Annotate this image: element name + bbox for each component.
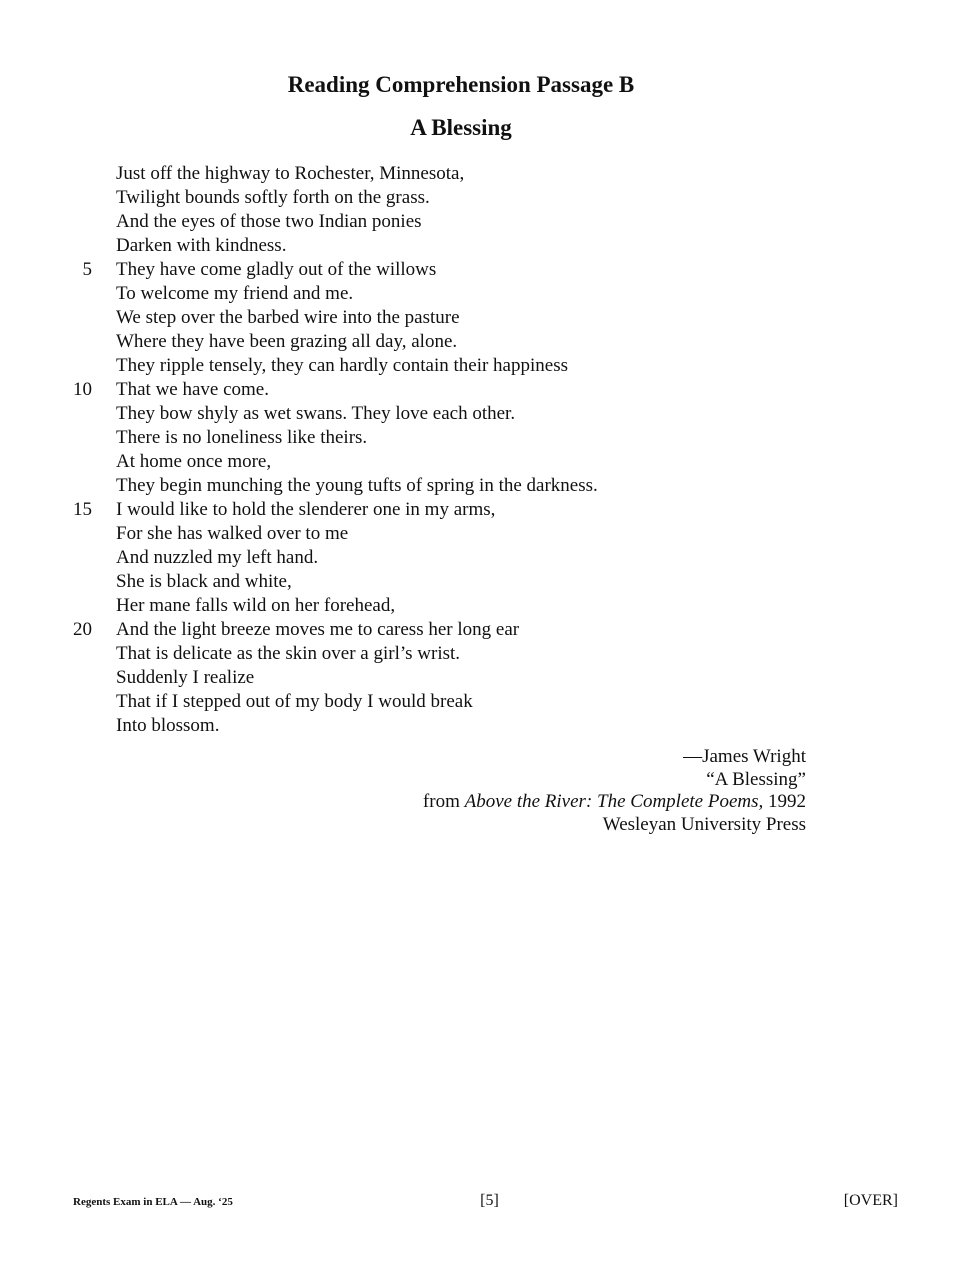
poem-line [0,282,979,306]
attribution-source [423,791,806,814]
line-text: Into blossom. [116,715,220,736]
poem-line [0,306,979,330]
page-footer [0,1192,979,1214]
line-text: Her mane falls wild on her forehead, [116,595,396,616]
line-text: There is no loneliness like theirs. [116,427,368,448]
poem-line [0,402,979,426]
line-text: Darken with kindness. [116,235,287,256]
attribution-publisher: Wesleyan University Press [602,813,806,835]
line-text: Just off the highway to Rochester, Minnesota, [116,163,465,184]
poem-line [0,330,979,354]
line-number: 5 [82,259,92,280]
poem-line [0,570,979,594]
line-text: Twilight bounds softly forth on the grass. [116,187,430,208]
poem-line [0,498,979,522]
poem-line [0,642,979,666]
poem-line [0,426,979,450]
attribution-author: —James Wright [683,746,806,767]
poem-line [0,618,979,642]
line-number: 20 [73,619,92,640]
poem-line [0,258,979,282]
line-text: And nuzzled my left hand. [116,547,319,568]
poem-line [0,378,979,402]
footer-page-number: [5] [480,1192,499,1209]
line-text: Suddenly I realize [116,667,255,688]
line-text: They bow shyly as wet swans. They love each other. [116,403,516,424]
poem-line [0,690,979,714]
poem-line [0,354,979,378]
line-text: That if I stepped out of my body I would break [116,691,473,712]
attribution [423,746,806,836]
attribution-source-year: 1992 [763,791,806,812]
line-number: 10 [73,379,92,400]
poem-line [0,714,979,738]
line-text: At home once more, [116,451,272,472]
poem-line [0,162,979,186]
poem-line [0,546,979,570]
poem-line [0,186,979,210]
line-text: She is black and white, [116,571,292,592]
poem-line [0,474,979,498]
line-text: That is delicate as the skin over a girl’s wrist. [116,643,461,664]
line-text: And the eyes of those two Indian ponies [116,211,422,232]
passage-heading: Reading Comprehension Passage B [287,72,635,97]
poem-body [0,162,979,738]
poem-line [0,210,979,234]
poem-line [0,594,979,618]
poem-line [0,666,979,690]
line-text: I would like to hold the slenderer one in my arms, [116,499,496,520]
attribution-source-prefix: from [422,791,465,812]
footer-over-label: [OVER] [843,1192,898,1209]
attribution-poem-title: “A Blessing” [706,768,806,790]
line-text: To welcome my friend and me. [116,283,354,304]
line-text: That we have come. [116,379,269,400]
poem-title: A Blessing [410,115,512,140]
poem-line [0,234,979,258]
line-text: We step over the barbed wire into the pasture [116,307,460,328]
line-text: They have come gladly out of the willows [116,259,437,280]
poem-line [0,450,979,474]
poem-line [0,522,979,546]
line-number: 15 [73,499,92,520]
line-text: They begin munching the young tufts of spring in the darkness. [116,475,598,496]
line-text: And the light breeze moves me to caress her long ear [116,619,520,640]
line-text: Where they have been grazing all day, alone. [116,331,458,352]
footer-exam-label: Regents Exam in ELA — Aug. ‘25 [73,1196,233,1208]
line-text: For she has walked over to me [116,523,349,544]
line-text: They ripple tensely, they can hardly contain their happiness [116,355,568,376]
attribution-source-book: Above the River: The Complete Poems, [464,791,764,812]
